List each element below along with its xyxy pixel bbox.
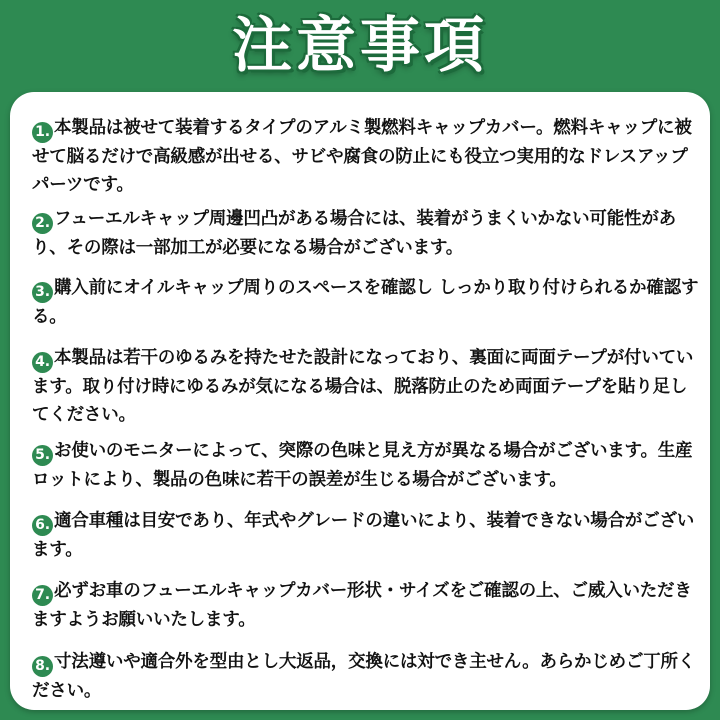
notice-text: 適合車種は目安であり、年式やグレードの違いにより、装着できない場合がございます。 <box>32 511 695 560</box>
number-badge: 8. <box>32 656 53 677</box>
notice-text: お使いのモニターによって、突際の色味と見え方が異なる場合がございます。生産ロットにより、製品の色味に若干の誤差が生じる場合がございます。 <box>32 441 693 490</box>
notice-text: 本製品は若干のゆるみを持たせた設計になっており、裏面に両面テープが付いています。取り付け時にゆるみが気になる場合は、脱落防止のため両面テープを貼り足してください。 <box>32 348 694 425</box>
notice-item-5 <box>32 437 700 494</box>
number-badge: 1. <box>32 122 53 143</box>
page-title: 注意事項 <box>232 11 488 81</box>
notice-text: 本製品は被せて装着するタイプのアルミ製燃料キャップカバー。燃料キャップに被せて脳るだけで高級感が出せる、サビや腐食の防止にも役立つ実用的なドレスアップパーツです。 <box>32 118 692 195</box>
notice-item-8 <box>32 648 700 705</box>
notice-item-4 <box>32 344 700 429</box>
notice-item-1 <box>32 114 700 199</box>
number-badge: 2. <box>32 213 53 234</box>
number-badge: 4. <box>32 352 53 373</box>
notice-text: 寸法遵いや適合外を型由とし大返品，交換には対でき主せん。あらかじめご丁所ください。 <box>32 652 696 701</box>
notice-text: 必ずお車のフューエルキャップカバー形状・サイズをご確認の上、ご威入いただきますようお願いいたします。 <box>32 581 692 630</box>
notice-text: 購入前にオイルキャップ周りのスペースを確認し しっかり取り付けられるか確認する。 <box>32 278 699 327</box>
notice-item-3 <box>32 274 700 331</box>
number-badge: 3. <box>32 282 53 303</box>
notice-item-2 <box>32 205 700 262</box>
number-badge: 6. <box>32 515 53 536</box>
notice-panel <box>10 92 710 710</box>
notice-item-7 <box>32 577 700 634</box>
notice-text: フューエルキャップ周邊凹凸がある場合には、装着がうまくいかない可能性があり、その際は一部加工が必要になる場合がございます。 <box>32 209 676 258</box>
number-badge: 7. <box>32 585 53 606</box>
number-badge: 5. <box>32 445 53 466</box>
notice-item-6 <box>32 507 700 564</box>
